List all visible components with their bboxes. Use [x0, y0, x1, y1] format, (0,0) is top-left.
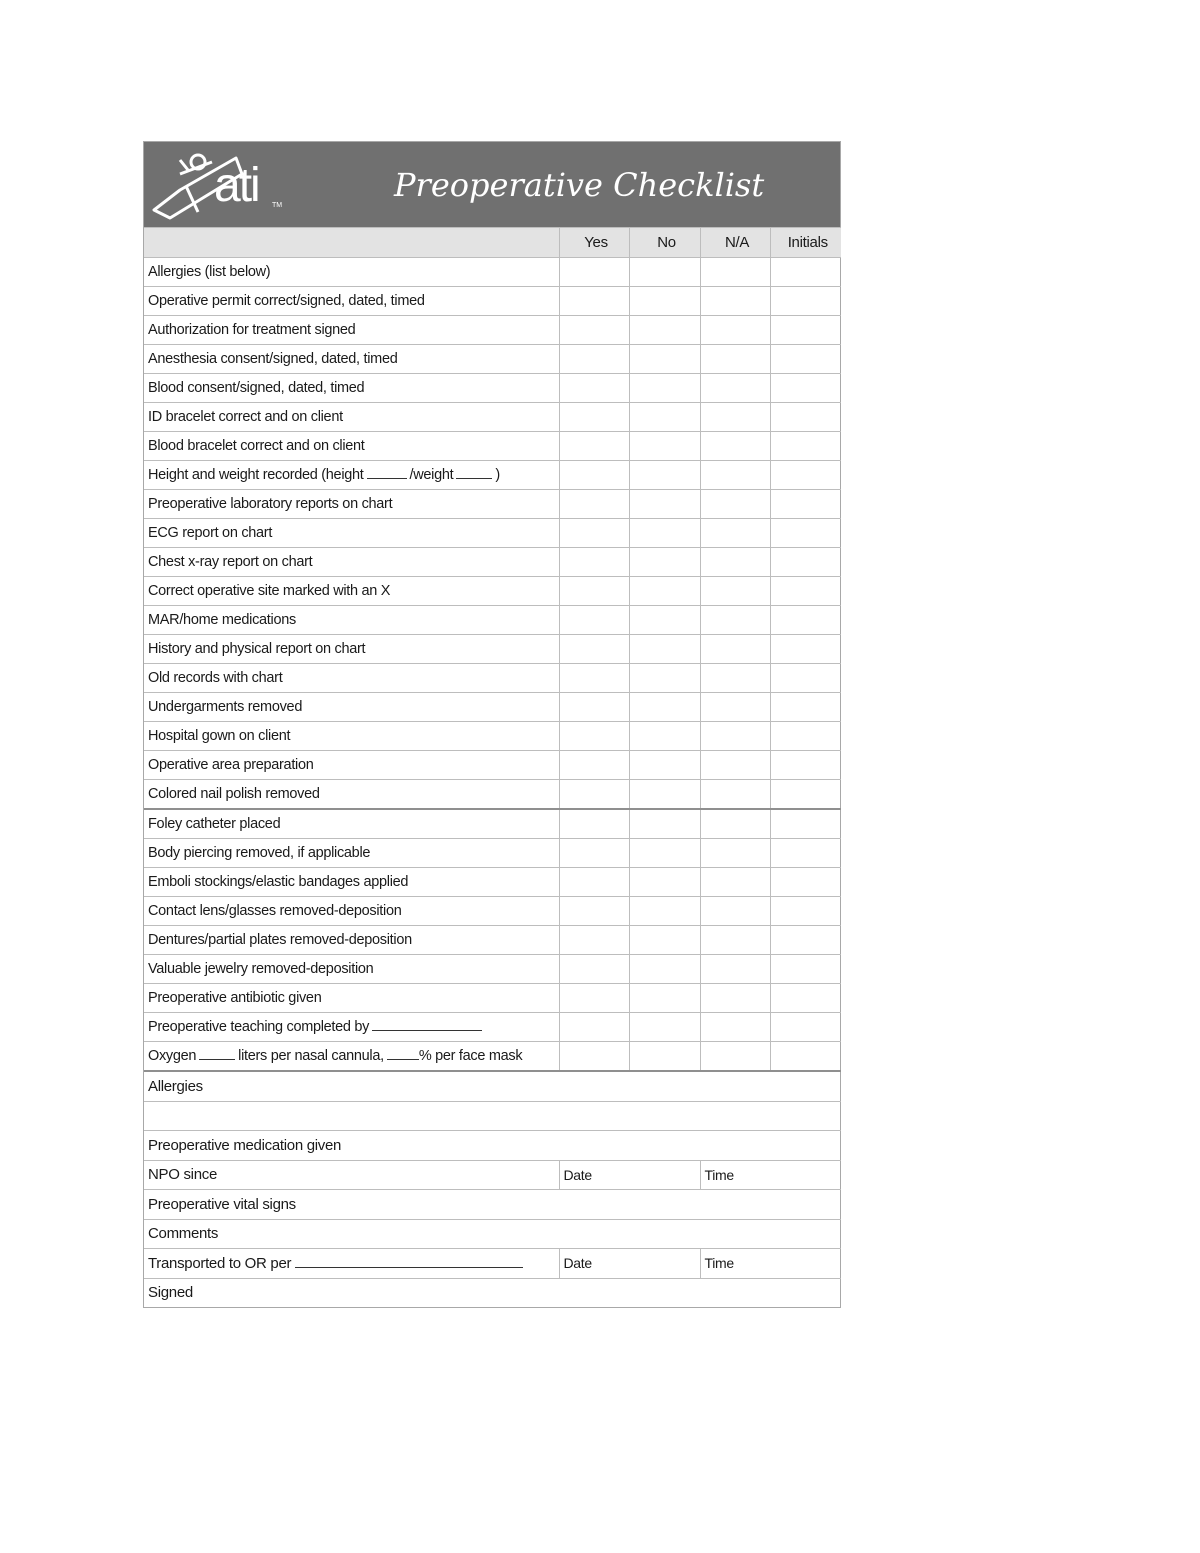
checkbox-cell-na[interactable]	[700, 693, 770, 722]
checkbox-cell-initials[interactable]	[770, 374, 841, 403]
checklist-row	[144, 780, 841, 810]
checklist-item-label	[144, 403, 559, 432]
checkbox-cell-initials[interactable]	[770, 1013, 841, 1042]
checkbox-cell-na[interactable]	[700, 606, 770, 635]
checklist-item-text: History and physical report on chart	[148, 641, 366, 657]
checkbox-cell-no[interactable]	[629, 1042, 700, 1071]
checkbox-cell-yes[interactable]	[559, 693, 629, 722]
checkbox-cell-na[interactable]	[700, 490, 770, 519]
checkbox-cell-no[interactable]	[629, 722, 700, 751]
checklist-row	[144, 432, 841, 461]
checkbox-cell-yes[interactable]	[559, 258, 629, 287]
checkbox-cell-na[interactable]	[700, 1042, 770, 1071]
checklist-item-text: Valuable jewelry removed-deposition	[148, 961, 374, 977]
column-header-row	[144, 228, 841, 258]
checkbox-cell-no[interactable]	[629, 403, 700, 432]
checkbox-cell-yes[interactable]	[559, 432, 629, 461]
checkbox-cell-initials[interactable]	[770, 839, 841, 868]
npo-row	[144, 1160, 841, 1190]
signed-row	[144, 1278, 841, 1307]
checkbox-cell-initials[interactable]	[770, 519, 841, 548]
checkbox-cell-no[interactable]	[629, 345, 700, 374]
medication-label[interactable]: Preoperative medication given	[144, 1131, 841, 1161]
checkbox-cell-no[interactable]	[629, 432, 700, 461]
checkbox-cell-na[interactable]	[700, 664, 770, 693]
comments-row	[144, 1219, 841, 1249]
checklist-item-text: Body piercing removed, if applicable	[148, 845, 371, 861]
checkbox-cell-na[interactable]	[700, 897, 770, 926]
weight-blank[interactable]	[456, 478, 492, 479]
npo-label[interactable]: NPO since	[144, 1160, 559, 1190]
checklist-row	[144, 548, 841, 577]
checkbox-cell-no[interactable]	[629, 897, 700, 926]
checklist-item-label	[144, 577, 559, 606]
checkbox-cell-initials[interactable]	[770, 287, 841, 316]
checkbox-cell-initials[interactable]	[770, 897, 841, 926]
checklist-item-text: Blood consent/signed, dated, timed	[148, 380, 365, 396]
checkbox-cell-yes[interactable]	[559, 345, 629, 374]
checkbox-cell-yes[interactable]	[559, 839, 629, 868]
checkbox-cell-na[interactable]	[700, 403, 770, 432]
medication-row	[144, 1131, 841, 1161]
checklist-row	[144, 519, 841, 548]
logo-text: ati	[214, 159, 259, 212]
checklist-row	[144, 1013, 841, 1042]
checkbox-cell-yes[interactable]	[559, 461, 629, 490]
column-header-initials: Initials	[770, 228, 841, 258]
checklist-row	[144, 316, 841, 345]
checkbox-cell-yes[interactable]	[559, 809, 629, 839]
checkbox-cell-initials[interactable]	[770, 780, 841, 810]
checkbox-cell-yes[interactable]	[559, 926, 629, 955]
checkbox-cell-na[interactable]	[700, 258, 770, 287]
checkbox-cell-yes[interactable]	[559, 490, 629, 519]
checkbox-cell-initials[interactable]	[770, 955, 841, 984]
checklist-row	[144, 635, 841, 664]
checkbox-cell-yes[interactable]	[559, 1013, 629, 1042]
checkbox-cell-na[interactable]	[700, 839, 770, 868]
checklist-row	[144, 490, 841, 519]
oxygen-cannula-label: liters per nasal cannula,	[238, 1048, 384, 1064]
checkbox-cell-yes[interactable]	[559, 606, 629, 635]
checkbox-cell-na[interactable]	[700, 374, 770, 403]
transported-cell[interactable]	[144, 1249, 559, 1279]
checkbox-cell-yes[interactable]	[559, 403, 629, 432]
checkbox-cell-initials[interactable]	[770, 984, 841, 1013]
allergies-blank-row	[144, 1101, 841, 1131]
transported-blank[interactable]	[295, 1267, 523, 1268]
transported-date-field[interactable]: Date	[559, 1249, 700, 1279]
checklist-item-text: Authorization for treatment signed	[148, 322, 356, 338]
weight-label: /weight	[409, 467, 454, 483]
checklist-item-label	[144, 1042, 559, 1071]
checkbox-cell-na[interactable]	[700, 461, 770, 490]
checkbox-cell-na[interactable]	[700, 577, 770, 606]
checkbox-cell-no[interactable]	[629, 316, 700, 345]
checklist-item-label	[144, 722, 559, 751]
checkbox-cell-yes[interactable]	[559, 548, 629, 577]
checklist-item-text: Preoperative teaching completed by	[148, 1019, 370, 1035]
checklist-row	[144, 809, 841, 839]
checklist-item-text: Chest x-ray report on chart	[148, 554, 313, 570]
checklist-item-text: Old records with chart	[148, 670, 283, 686]
checkbox-cell-no[interactable]	[629, 606, 700, 635]
checkbox-cell-no[interactable]	[629, 664, 700, 693]
checkbox-cell-yes[interactable]	[559, 577, 629, 606]
checkbox-cell-yes[interactable]	[559, 519, 629, 548]
npo-date-field[interactable]: Date	[559, 1160, 700, 1190]
checkbox-cell-no[interactable]	[629, 258, 700, 287]
checkbox-cell-na[interactable]	[700, 926, 770, 955]
checklist-item-text: Contact lens/glasses removed-deposition	[148, 903, 402, 919]
checkbox-cell-initials[interactable]	[770, 926, 841, 955]
checkbox-cell-na[interactable]	[700, 635, 770, 664]
checkbox-cell-na[interactable]	[700, 548, 770, 577]
checkbox-cell-na[interactable]	[700, 1013, 770, 1042]
checklist-item-text: Preoperative antibiotic given	[148, 990, 322, 1006]
checklist-item-label	[144, 258, 559, 287]
checklist-item-label	[144, 548, 559, 577]
npo-time-field[interactable]: Time	[700, 1160, 841, 1190]
checklist-item-text: Dentures/partial plates removed-deposition	[148, 932, 412, 948]
teaching-completed-by-blank[interactable]	[372, 1030, 482, 1031]
checkbox-cell-yes[interactable]	[559, 374, 629, 403]
checklist-row	[144, 258, 841, 287]
column-header-na: N/A	[700, 228, 770, 258]
column-header-yes: Yes	[559, 228, 629, 258]
checkbox-cell-no[interactable]	[629, 839, 700, 868]
checklist-item-text: Height and weight recorded (height	[148, 467, 364, 483]
checkbox-cell-initials[interactable]	[770, 606, 841, 635]
item-column-header	[144, 228, 559, 258]
checkbox-cell-no[interactable]	[629, 693, 700, 722]
checklist-item-label	[144, 780, 559, 810]
checkbox-cell-initials[interactable]	[770, 693, 841, 722]
checkbox-cell-na[interactable]	[700, 780, 770, 810]
checkbox-cell-na[interactable]	[700, 809, 770, 839]
checklist-item-label	[144, 635, 559, 664]
checkbox-cell-na[interactable]	[700, 316, 770, 345]
checklist-table	[144, 227, 841, 1070]
checklist-row	[144, 955, 841, 984]
signed-label[interactable]: Signed	[144, 1278, 841, 1307]
checkbox-cell-yes[interactable]	[559, 897, 629, 926]
checkbox-cell-no[interactable]	[629, 635, 700, 664]
checkbox-cell-initials[interactable]	[770, 432, 841, 461]
checkbox-cell-yes[interactable]	[559, 984, 629, 1013]
checkbox-cell-initials[interactable]	[770, 664, 841, 693]
checklist-item-label	[144, 374, 559, 403]
checkbox-cell-yes[interactable]	[559, 780, 629, 810]
comments-label[interactable]: Comments	[144, 1219, 841, 1249]
checkbox-cell-no[interactable]	[629, 751, 700, 780]
checklist-item-label	[144, 926, 559, 955]
checklist-row	[144, 839, 841, 868]
checklist-row	[144, 1042, 841, 1071]
checkbox-cell-no[interactable]	[629, 955, 700, 984]
checkbox-cell-initials[interactable]	[770, 548, 841, 577]
checkbox-cell-yes[interactable]	[559, 664, 629, 693]
checkbox-cell-na[interactable]	[700, 751, 770, 780]
checklist-item-label	[144, 461, 559, 490]
checklist-row	[144, 606, 841, 635]
checkbox-cell-initials[interactable]	[770, 461, 841, 490]
checklist-item-text: Operative permit correct/signed, dated, timed	[148, 293, 425, 309]
checkbox-cell-yes[interactable]	[559, 751, 629, 780]
checkbox-cell-initials[interactable]	[770, 751, 841, 780]
checkbox-cell-initials[interactable]	[770, 403, 841, 432]
checklist-item-label	[144, 868, 559, 897]
checklist-item-text: Correct operative site marked with an X	[148, 583, 391, 599]
checkbox-cell-no[interactable]	[629, 287, 700, 316]
checklist-item-label	[144, 897, 559, 926]
checkbox-cell-no[interactable]	[629, 519, 700, 548]
oxygen-percent-blank[interactable]	[387, 1059, 419, 1060]
checkbox-cell-no[interactable]	[629, 868, 700, 897]
checkbox-cell-no[interactable]	[629, 461, 700, 490]
checkbox-cell-no[interactable]	[629, 926, 700, 955]
checklist-item-label	[144, 664, 559, 693]
transported-time-field[interactable]: Time	[700, 1249, 841, 1279]
transported-row	[144, 1249, 841, 1279]
checkbox-cell-yes[interactable]	[559, 722, 629, 751]
checkbox-cell-yes[interactable]	[559, 868, 629, 897]
checklist-item-text: Emboli stockings/elastic bandages applied	[148, 874, 409, 890]
allergies-label[interactable]: Allergies	[144, 1071, 841, 1101]
checklist-item-label	[144, 490, 559, 519]
checklist-item-text: Oxygen	[148, 1048, 197, 1064]
checklist-row	[144, 984, 841, 1013]
allergies-row	[144, 1071, 841, 1101]
checklist-item-label	[144, 955, 559, 984]
checkbox-cell-na[interactable]	[700, 868, 770, 897]
checklist-row	[144, 693, 841, 722]
checklist-item-text: Hospital gown on client	[148, 728, 291, 744]
checklist-item-label	[144, 1013, 559, 1042]
footer-table	[144, 1070, 841, 1307]
checklist-item-text: Anesthesia consent/signed, dated, timed	[148, 351, 398, 367]
checklist-item-label	[144, 809, 559, 839]
height-blank[interactable]	[367, 478, 407, 479]
checklist-item-text: MAR/home medications	[148, 612, 296, 628]
checkbox-cell-yes[interactable]	[559, 955, 629, 984]
checkbox-cell-no[interactable]	[629, 1013, 700, 1042]
checklist-item-label	[144, 345, 559, 374]
checklist-row	[144, 403, 841, 432]
checkbox-cell-na[interactable]	[700, 287, 770, 316]
checklist-row	[144, 722, 841, 751]
checkbox-cell-no[interactable]	[629, 984, 700, 1013]
checkbox-cell-yes[interactable]	[559, 635, 629, 664]
checkbox-cell-initials[interactable]	[770, 577, 841, 606]
page-title: Preoperative Checklist	[394, 166, 765, 204]
checklist-row	[144, 664, 841, 693]
checklist-item-text: Allergies (list below)	[148, 264, 271, 280]
checklist-item-label	[144, 316, 559, 345]
checklist-row	[144, 345, 841, 374]
checkbox-cell-no[interactable]	[629, 374, 700, 403]
allergies-entry[interactable]	[144, 1101, 841, 1131]
checklist-item-text: Operative area preparation	[148, 757, 314, 773]
checklist-item-label	[144, 693, 559, 722]
checkbox-cell-no[interactable]	[629, 577, 700, 606]
checklist-item-label	[144, 432, 559, 461]
checklist-row	[144, 897, 841, 926]
checkbox-cell-initials[interactable]	[770, 345, 841, 374]
checkbox-cell-initials[interactable]	[770, 258, 841, 287]
checkbox-cell-yes[interactable]	[559, 316, 629, 345]
checkbox-cell-initials[interactable]	[770, 722, 841, 751]
weight-close-paren: )	[495, 467, 500, 483]
checklist-row	[144, 287, 841, 316]
column-header-no: No	[629, 228, 700, 258]
checklist-item-label	[144, 606, 559, 635]
checklist-item-label	[144, 984, 559, 1013]
transported-label: Transported to OR per	[148, 1254, 292, 1272]
preoperative-checklist-form	[143, 141, 841, 1308]
checkbox-cell-yes[interactable]	[559, 287, 629, 316]
logo-trademark: TM	[272, 202, 283, 209]
checklist-item-label	[144, 519, 559, 548]
checkbox-cell-yes[interactable]	[559, 1042, 629, 1071]
checkbox-cell-no[interactable]	[629, 780, 700, 810]
checkbox-cell-no[interactable]	[629, 548, 700, 577]
checkbox-cell-no[interactable]	[629, 809, 700, 839]
checkbox-cell-na[interactable]	[700, 432, 770, 461]
checklist-row	[144, 461, 841, 490]
oxygen-liters-blank[interactable]	[199, 1059, 235, 1060]
checklist-item-text: Undergarments removed	[148, 699, 303, 715]
checklist-row	[144, 751, 841, 780]
checkbox-cell-initials[interactable]	[770, 809, 841, 839]
checklist-item-text: Foley catheter placed	[148, 816, 281, 832]
checklist-item-text: ECG report on chart	[148, 525, 273, 541]
checklist-item-text: Blood bracelet correct and on client	[148, 438, 365, 454]
checklist-row	[144, 577, 841, 606]
checkbox-cell-initials[interactable]	[770, 868, 841, 897]
checklist-item-text: Preoperative laboratory reports on chart	[148, 496, 393, 512]
checkbox-cell-na[interactable]	[700, 955, 770, 984]
checkbox-cell-initials[interactable]	[770, 1042, 841, 1071]
vitals-label[interactable]: Preoperative vital signs	[144, 1190, 841, 1220]
checklist-row	[144, 374, 841, 403]
checkbox-cell-na[interactable]	[700, 345, 770, 374]
checkbox-cell-initials[interactable]	[770, 316, 841, 345]
checkbox-cell-na[interactable]	[700, 722, 770, 751]
checkbox-cell-initials[interactable]	[770, 490, 841, 519]
checklist-item-text: ID bracelet correct and on client	[148, 409, 343, 425]
vitals-row	[144, 1190, 841, 1220]
checkbox-cell-no[interactable]	[629, 490, 700, 519]
checkbox-cell-na[interactable]	[700, 519, 770, 548]
checklist-item-text: Colored nail polish removed	[148, 786, 320, 802]
oxygen-face-mask-label: % per face mask	[418, 1048, 523, 1064]
checklist-row	[144, 926, 841, 955]
checkbox-cell-initials[interactable]	[770, 635, 841, 664]
checklist-row	[144, 868, 841, 897]
checklist-item-label	[144, 839, 559, 868]
checklist-item-label	[144, 287, 559, 316]
checklist-item-label	[144, 751, 559, 780]
checkbox-cell-na[interactable]	[700, 984, 770, 1013]
header-banner	[144, 142, 840, 227]
